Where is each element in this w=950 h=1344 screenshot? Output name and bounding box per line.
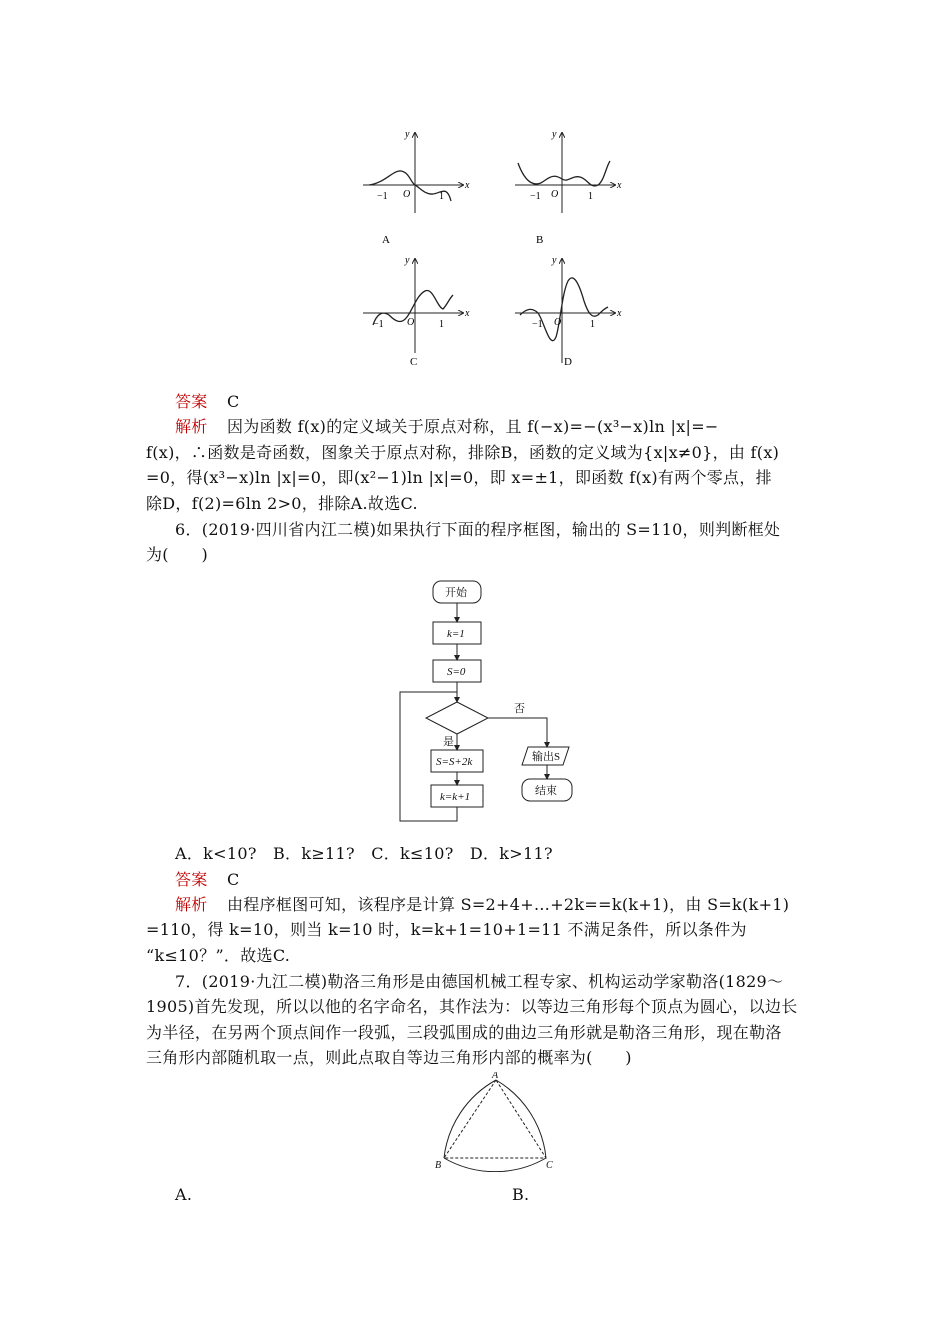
q7-stem-line-4: 三角形内部随机取一点，则此点取自等边三角形内部的概率为( ) [146,1048,632,1067]
graph-a-label: A [382,234,390,246]
flow-end: 结束 [535,785,557,797]
vertex-b: B [435,1160,442,1171]
graph-c-y-label: y [405,255,410,266]
function-graphs-figure [355,125,625,375]
graph-d-tick-pos: 1 [590,319,595,330]
flow-no: 否 [514,703,525,715]
q6-analysis-line-2: =110，得 k=10，则当 k=10 时，k=k+1=10+1=11 不满足条件，所以条件为 [146,920,747,939]
graph-b-origin: O [551,189,559,200]
flow-update-s: S=S+2k [436,756,473,768]
graph-d [515,255,622,368]
q7-option-b: B. [512,1185,530,1204]
flow-update-k: k=k+1 [440,791,471,803]
q5-analysis-line-2: f(x)，∴函数是奇函数，图象关于原点对称，排除B，函数的定义域为{x|x≠0}，由 f(x) [146,443,780,462]
graph-d-y-label: y [552,255,557,266]
q5-analysis-line-3: =0，得(x³−x)ln |x|=0，即(x²−1)ln |x|=0，即 x=±1，即函数 f(x)有两个零点，排 [146,468,772,487]
graph-d-origin: O [554,317,562,328]
graph-b-x-label: x [617,180,622,191]
flow-output: 输出S [532,751,561,763]
q6-analysis-line-1 [175,895,789,915]
vertex-a: A [492,1072,499,1081]
q6-answer-label: 答案 [175,870,208,889]
graph-d-label: D [564,356,572,368]
vertex-c: C [546,1160,553,1171]
q7-stem-line-1: 7．(2019·九江二模)勒洛三角形是由德国机械工程专家、机构运动学家勒洛(1829～ [175,972,784,991]
graph-c-tick-neg: −1 [373,319,384,330]
flow-decision-diamond [426,702,488,734]
graph-b-tick-neg: −1 [530,191,541,202]
flow-yes: 是 [443,736,454,748]
graph-a-x-label: x [465,180,470,191]
q6-answer-value: C [227,870,240,889]
q5-answer-label: 答案 [175,392,208,411]
q5-analysis-text-1: 因为函数 f(x)的定义域关于原点对称，且 f(−x)=−(x³−x)ln |x|=− [227,417,719,436]
graph-c-label: C [410,356,418,368]
q6-analysis-label: 解析 [175,895,208,914]
graph-c-origin: O [407,317,415,328]
flowchart-figure [390,575,600,830]
reuleaux-triangle-figure [430,1072,560,1172]
graph-d-tick-neg: −1 [532,319,543,330]
q5-analysis-line-1 [175,417,719,437]
q5-answer [175,392,240,412]
graph-a-tick-pos: 1 [439,191,444,202]
graph-d-x-label: x [617,308,622,319]
q7-option-a: A. [175,1185,193,1204]
q6-options: A．k<10? B．k≥11? C．k≤10? D．k>11? [175,844,553,863]
graph-c-tick-pos: 1 [439,319,444,330]
graph-c-x-label: x [465,308,470,319]
flow-init-k: k=1 [447,628,465,640]
q5-analysis-label: 解析 [175,417,208,436]
arc-bc [444,1158,546,1172]
q6-stem-line-2: 为( ) [146,545,208,564]
graph-c [363,255,470,368]
graph-b-y-label: y [552,129,557,140]
q7-stem-line-3: 为半径，在另两个顶点间作一段弧，三段弧围成的曲边三角形就是勒洛三角形，现在勒洛 [146,1023,782,1042]
graph-b [515,129,622,246]
graph-b-label: B [536,234,544,246]
graph-a-origin: O [403,189,411,200]
q6-analysis-text-1: 由程序框图可知，该程序是计算 S=2+4+…+2k==k(k+1)，由 S=k(k+1) [227,895,790,914]
graph-a-y-label: y [405,129,410,140]
q6-stem-line-1: 6．(2019·四川省内江二模)如果执行下面的程序框图，输出的 S=110，则判断框处 [175,520,781,539]
flow-init-s: S=0 [447,666,466,678]
q5-answer-value: C [227,392,240,411]
graph-a-tick-neg: −1 [377,191,388,202]
q7-stem-line-2: 1905)首先发现，所以以他的名字命名，其作法为：以等边三角形每个顶点为圆心，以边长 [146,997,798,1016]
flow-start: 开始 [445,587,467,599]
q6-analysis-line-3: “k≤10？”．故选C. [146,946,291,965]
equilateral-triangle [444,1080,546,1158]
q6-answer [175,870,240,890]
q5-analysis-line-4: 除D，f(2)=6ln 2>0，排除A.故选C. [146,494,418,513]
graph-a [363,129,470,246]
graph-b-tick-pos: 1 [588,191,593,202]
